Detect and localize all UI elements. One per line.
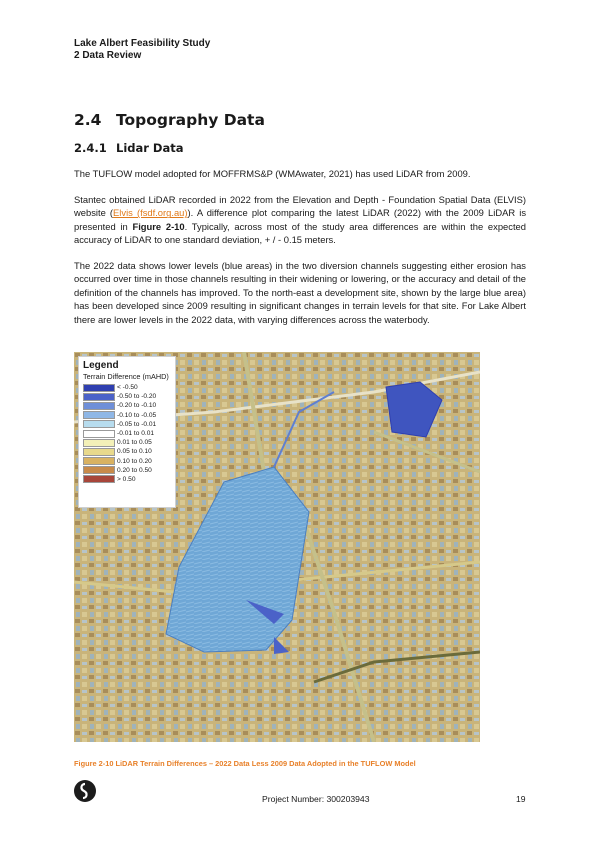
legend-subtitle: Terrain Difference (mAHD) bbox=[83, 372, 169, 381]
paragraph-1: The TUFLOW model adopted for MOFFRMS&P (WMAwater, 2021) has used LiDAR from 2009. bbox=[74, 168, 471, 179]
legend-swatch bbox=[83, 420, 115, 428]
legend-swatch bbox=[83, 402, 115, 410]
legend-item bbox=[83, 420, 171, 429]
legend-label: -0.05 to -0.01 bbox=[117, 420, 157, 428]
running-header bbox=[74, 38, 210, 62]
subsection-number: 2.4.1 bbox=[74, 141, 107, 155]
paragraph-2-text-b: ). A difference plot comparing the latest LiDAR (2022) with the 2009 LiDAR is presented in bbox=[74, 207, 527, 232]
legend-item bbox=[83, 392, 171, 401]
legend-swatch bbox=[83, 384, 115, 392]
page-number: 19 bbox=[516, 794, 526, 804]
legend-item bbox=[83, 429, 171, 438]
legend-label: -0.50 to -0.20 bbox=[117, 393, 157, 401]
legend-label: 0.01 to 0.05 bbox=[117, 439, 152, 447]
section-number: 2.4 bbox=[74, 111, 102, 129]
legend-label: 0.10 to 0.20 bbox=[117, 457, 152, 465]
legend-swatch bbox=[83, 439, 115, 447]
paragraph-3: The 2022 data shows lower levels (blue areas) in the two diversion channels suggesting either erosion has occurred over time in those channels resulting in their widening or lowering, or the accuracy and detail of the definition of the channels has improved. To the north-east a development site, shown by the large blue area) has been developed since 2009 resulting in significant changes in terrain levels for that site. For Lake Albert there are lower levels in the 2022 data, with varying differences across the waterbody. bbox=[74, 260, 526, 325]
map-legend bbox=[78, 356, 176, 508]
legend-swatch bbox=[83, 457, 115, 465]
legend-swatch bbox=[83, 393, 115, 401]
legend-swatch bbox=[83, 448, 115, 456]
section-heading bbox=[74, 111, 265, 129]
logo-mark bbox=[74, 780, 96, 802]
stantec-logo-icon bbox=[74, 780, 96, 802]
legend-label: 0.20 to 0.50 bbox=[117, 466, 152, 474]
footer-project-number: Project Number: 300203943 bbox=[262, 794, 370, 804]
legend-swatch bbox=[83, 475, 115, 483]
header-title: Lake Albert Feasibility Study bbox=[74, 38, 211, 49]
legend-swatch bbox=[83, 430, 115, 438]
terrain-difference-map bbox=[74, 352, 480, 742]
legend-item bbox=[83, 383, 171, 392]
subsection-title: Lidar Data bbox=[116, 141, 184, 155]
legend-item bbox=[83, 447, 171, 456]
legend-title: Legend bbox=[83, 360, 119, 371]
legend-swatch bbox=[83, 411, 115, 419]
legend-item bbox=[83, 457, 171, 466]
legend-label: -0.20 to -0.10 bbox=[117, 402, 157, 410]
section-title: Topography Data bbox=[116, 111, 265, 129]
legend-item bbox=[83, 411, 171, 420]
legend-label: -0.10 to -0.05 bbox=[117, 411, 157, 419]
paragraph-2 bbox=[74, 193, 526, 247]
paragraph-2-text-c: . Typically, across most of the study area differences are within the expected accuracy of LiDAR to one standard deviation, + / - 0.15 meters. bbox=[74, 220, 526, 246]
header-section: 2 Data Review bbox=[74, 50, 142, 61]
figure-caption: Figure 2-10 LiDAR Terrain Differences – 2022 Data Less 2009 Data Adopted in the TUFLOW Model bbox=[74, 759, 416, 768]
legend-item bbox=[83, 401, 171, 410]
legend-label: > 0.50 bbox=[117, 475, 136, 483]
legend-label: < -0.50 bbox=[117, 384, 138, 392]
paragraph-2-text-a: Stantec obtained LiDAR recorded in 2022 from the Elevation and Depth - Foundation Spatial Data (ELVIS) website ( bbox=[74, 194, 526, 219]
subsection-heading bbox=[74, 141, 184, 155]
legend-swatch bbox=[83, 466, 115, 474]
legend-label: 0.05 to 0.10 bbox=[117, 448, 152, 456]
legend-label: -0.01 to 0.01 bbox=[117, 430, 155, 438]
legend-item bbox=[83, 466, 171, 475]
legend-item bbox=[83, 438, 171, 447]
figure-reference: Figure 2-10 bbox=[132, 220, 185, 232]
elvis-link[interactable]: Elvis (fsdf.org.au) bbox=[113, 207, 188, 219]
legend-item bbox=[83, 475, 171, 484]
